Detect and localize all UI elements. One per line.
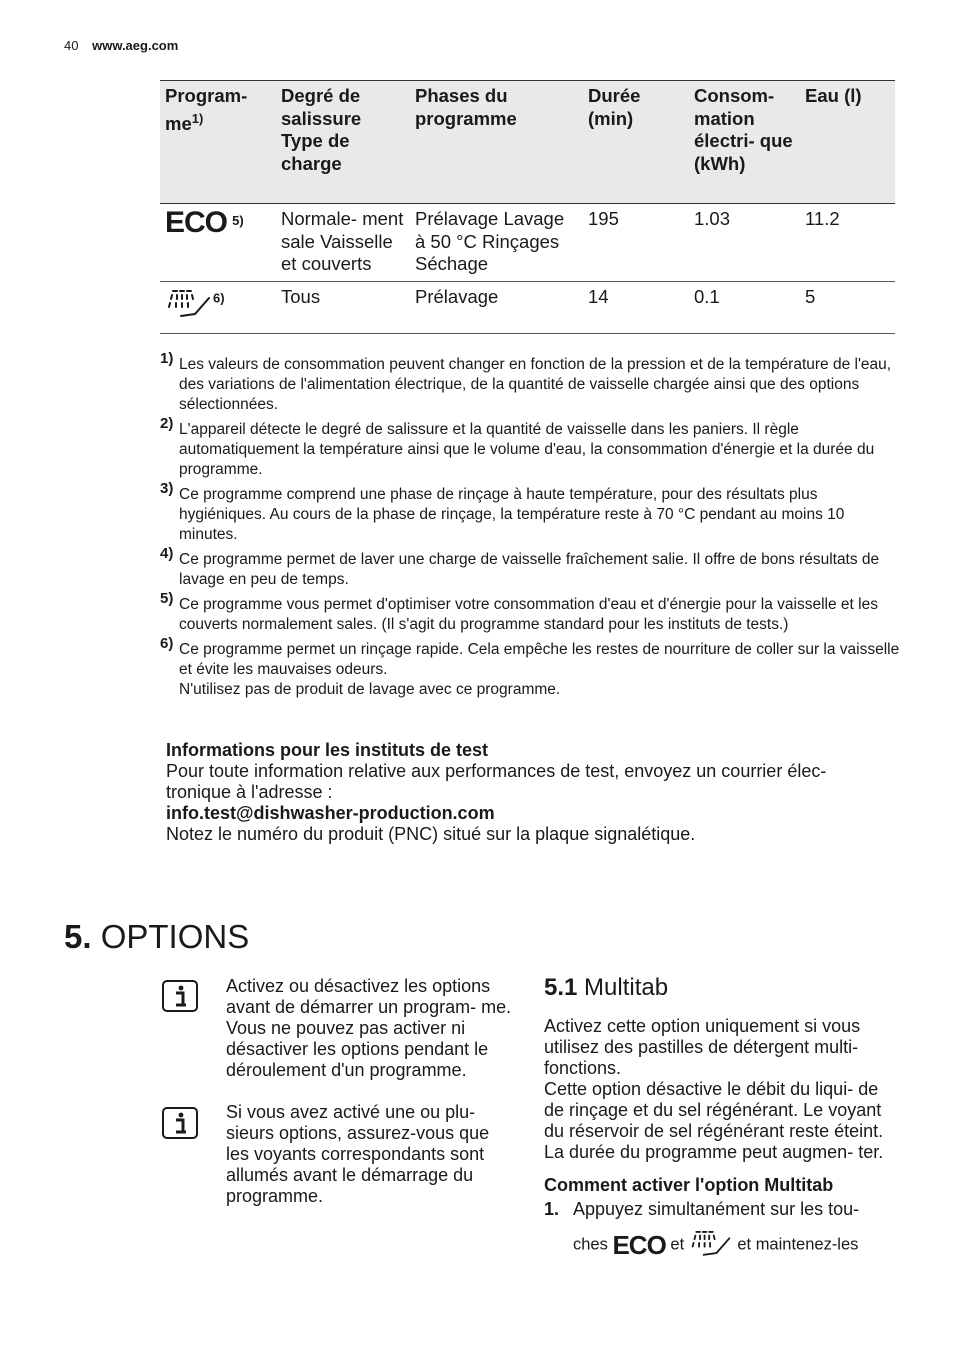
header-phases: Phases du programme — [410, 81, 583, 204]
step-text: Appuyez simultanément sur les tou- — [573, 1199, 860, 1219]
footnote: 1) Les valeurs de consommation peuvent changer en fonction de la pression et de la température de l'eau, des variations de l'alimentation électrique, de la quantité de vaisselle chargée ainsi que des options sélectionnées. — [160, 350, 892, 413]
prewash-icon — [165, 286, 213, 324]
footnote: 3) Ce programme comprend une phase de rinçage à haute température, pour des résultats plus hygiéniques. Au cours de la phase de rinçage, la température reste à 70 °C pendant au moins 10 minutes. — [160, 480, 845, 543]
duration-cell: 195 — [583, 204, 689, 282]
energy-cell: 0.1 — [689, 281, 800, 334]
eco-symbol: ECO — [165, 206, 228, 239]
header-duration: Durée (min) — [583, 81, 689, 204]
website-link[interactable]: www.aeg.com — [92, 38, 179, 53]
footnote: 6) Ce programme permet un rinçage rapide. Cela empêche les restes de nourriture de coller sur la vaisselle et évite les mauvaises odeurs. N'utilisez pas de produit de lavage avec ce programme. — [160, 635, 900, 698]
options-note-2: Si vous avez activé une ou plu- sieurs options, assurez-vous que les voyants correspondants sont allumés avant le démarrage du programme. — [226, 1102, 490, 1206]
program-table — [160, 80, 895, 334]
table-header-row — [160, 81, 895, 204]
energy-cell: 1.03 — [689, 204, 800, 282]
info-icon — [162, 980, 198, 1012]
page-header — [64, 38, 178, 53]
water-cell: 11.2 — [800, 204, 895, 282]
water-cell: 5 — [800, 281, 895, 334]
prewash-icon — [689, 1226, 733, 1264]
program-cell: ECO $^{5)}$ — [160, 204, 276, 282]
eco-icon: ECO — [612, 1230, 666, 1260]
phases-cell: Prélavage Lavage à 50 °C Rinçages Séchage — [410, 204, 583, 282]
footnote: 4) Ce programme permet de laver une charge de vaisselle fraîchement salie. Il offre de bons résultats de lavage en peu de temps. — [160, 545, 880, 588]
multitab-text — [544, 1016, 900, 1264]
how-to-title: Comment activer l'option Multitab — [544, 1175, 834, 1195]
program-cell: 6) — [160, 281, 276, 334]
soil-cell: Tous — [276, 281, 410, 334]
phases-cell: Prélavage — [410, 281, 583, 334]
options-note-1: Activez ou désactivez les options avant de démarrer un program- me. Vous ne pouvez pas activer ni désactiver les options pendant le déroulement d'un programme. — [226, 976, 512, 1080]
test-info-block — [166, 740, 886, 845]
header-soil: Degré de salissure Type de charge — [276, 81, 410, 204]
info-icon — [162, 1107, 198, 1139]
table-row — [160, 204, 895, 282]
subsection-heading: 5.1 Multitab — [544, 974, 669, 1001]
footnote: 5) Ce programme vous permet d'optimiser votre consommation d'eau et d'énergie pour la vaisselle et les couverts normalement sales. (Il s'agit du programme standard pour les instituts de tests.) — [160, 590, 878, 633]
table-row — [160, 281, 895, 334]
header-water: Eau (l) — [800, 81, 895, 204]
step-line-2: ches ECO et et maintenez-les — [544, 1226, 900, 1264]
footnotes — [160, 350, 900, 705]
test-info-email[interactable]: info.test@dishwasher-production.com — [166, 803, 495, 823]
paragraph: La durée du programme peut augmen- ter. — [544, 1142, 884, 1162]
test-info-footer: Notez le numéro du produit (PNC) situé sur la plaque signalétique. — [166, 824, 696, 844]
test-info-body: Pour toute information relative aux performances de test, envoyez un courrier élec- tronique à l'adresse : — [166, 761, 827, 802]
step-number: 1. — [544, 1199, 560, 1219]
test-info-title: Informations pour les instituts de test — [166, 740, 489, 760]
page-number: 40 — [64, 38, 79, 53]
duration-cell: 14 — [583, 281, 689, 334]
soil-cell: Normale- ment sale Vaisselle et couverts — [276, 204, 410, 282]
header-energy: Consom- mation électri- que (kWh) — [689, 81, 800, 204]
paragraph: Activez cette option uniquement si vous utilisez des pastilles de détergent multi- fonctions. — [544, 1016, 861, 1078]
header-program: Program- $me^{1)}$ — [160, 81, 276, 204]
footnote: 2) L'appareil détecte le degré de salissure et la quantité de vaisselle dans les paniers. Il règle automatiquement la température ainsi que le volume d'eau, la consommation d'énergie et la durée du programme. — [160, 415, 875, 478]
paragraph: Cette option désactive le débit du liqui- de de rinçage et du sel régénérant. Le voyant du réservoir de sel régénérant reste éteint. — [544, 1079, 884, 1141]
step — [544, 1199, 900, 1220]
section-heading: 5. OPTIONS — [64, 918, 250, 955]
